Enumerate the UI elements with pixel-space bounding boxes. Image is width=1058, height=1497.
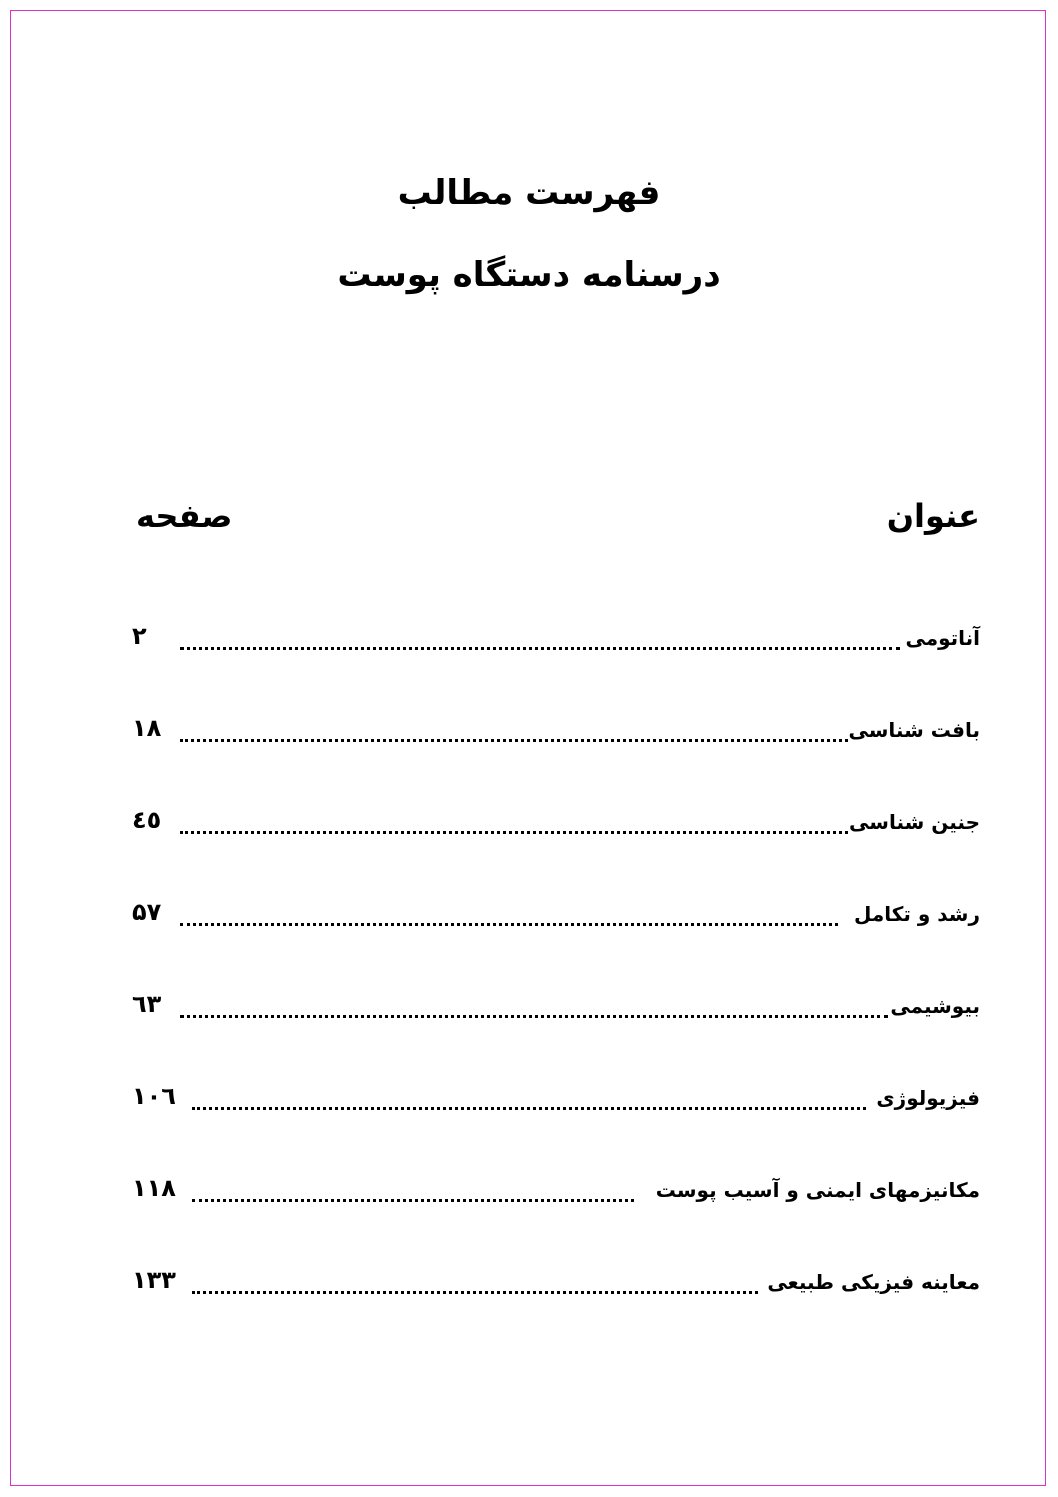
toc-dot-leader [192, 1291, 758, 1294]
toc-entry-page: ۱۱۸ [132, 1174, 176, 1202]
toc-dot-leader [192, 1107, 866, 1110]
toc-entry-page: ٤٥ [132, 806, 162, 834]
toc-entry [0, 712, 1058, 752]
toc-entry [0, 988, 1058, 1028]
toc-dot-leader [180, 831, 848, 834]
toc-dot-leader [180, 647, 900, 650]
toc-entry-title: آناتومی [905, 626, 980, 650]
toc-entry [0, 896, 1058, 936]
toc-entry-title: بیوشیمی [890, 994, 980, 1018]
toc-entry-page: ۵۷ [132, 898, 162, 926]
toc-entry [0, 1080, 1058, 1120]
toc-dot-leader [180, 923, 838, 926]
toc-entry-page: ۱۸ [132, 714, 162, 742]
toc-entry [0, 1172, 1058, 1212]
toc-dot-leader [180, 1015, 888, 1018]
toc-entry [0, 804, 1058, 844]
toc-entry-title: رشد و تکامل [854, 902, 980, 926]
column-header-topic: عنوان [886, 497, 980, 535]
toc-entry-title: جنین شناسی [849, 810, 980, 834]
toc-entry-page: ۱۰٦ [132, 1082, 176, 1110]
document-title: فهرست مطالب [397, 173, 661, 213]
toc-entry [0, 1264, 1058, 1304]
toc-entry-title: مکانیزمهای ایمنی و آسیب پوست [655, 1178, 980, 1202]
toc-dot-leader [180, 739, 848, 742]
toc-dot-leader [192, 1199, 634, 1202]
toc-entry-title: فیزیولوژی [876, 1086, 980, 1110]
toc-entry-title: معاینه فیزیکی طبیعی [767, 1270, 980, 1294]
document-subtitle: درسنامه دستگاه پوست [337, 255, 721, 295]
toc-entry-page: ۲ [132, 622, 147, 650]
toc-entry [0, 620, 1058, 660]
toc-entry-page: ٦٣ [132, 990, 162, 1018]
toc-entry-page: ۱۳۳ [132, 1266, 176, 1294]
column-header-page: صفحه [136, 497, 233, 535]
toc-entry-title: بافت شناسی [848, 718, 980, 742]
